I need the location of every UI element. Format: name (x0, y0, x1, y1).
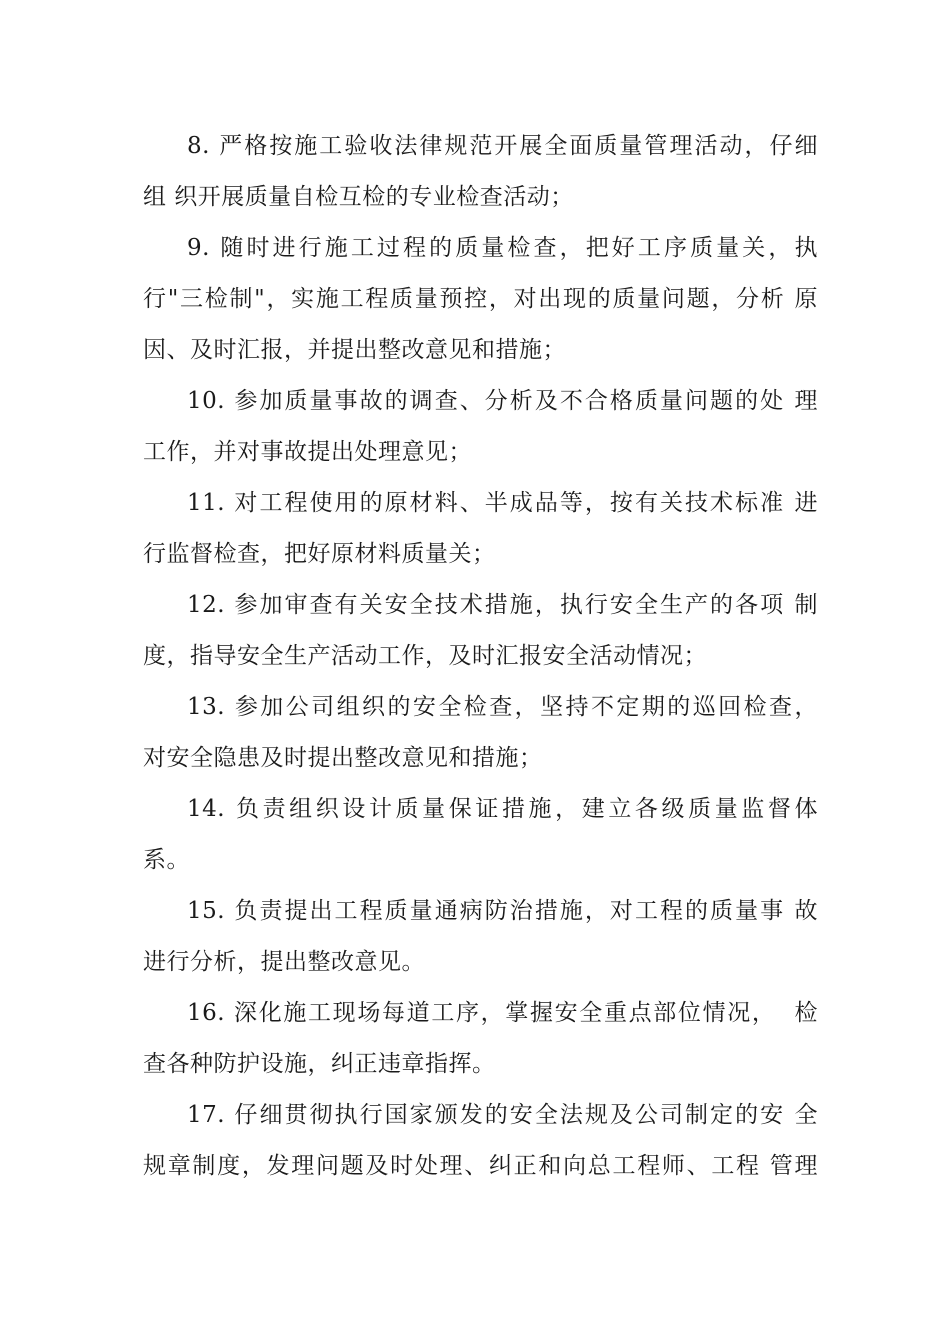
paragraph-line: 行"三检制"，实施工程质量预控，对出现的质量问题，分析 原 (143, 286, 818, 312)
paragraph-line: 14. 负责组织设计质量保证措施，建立各级质量监督体 (187, 796, 818, 822)
paragraph-line: 13. 参加公司组织的安全检查，坚持不定期的巡回检查， (187, 694, 818, 720)
paragraph-line: 15. 负责提出工程质量通病防治措施，对工程的质量事 故 (187, 898, 818, 924)
paragraph-line: 16. 深化施工现场每道工序，掌握安全重点部位情况， 检 (187, 1000, 818, 1026)
paragraph-item-13 (143, 682, 818, 784)
paragraph-item-10 (143, 376, 818, 478)
paragraph-line: 11. 对工程使用的原材料、半成品等，按有关技术标准 进 (187, 490, 818, 516)
paragraph-line: 17. 仔细贯彻执行国家颁发的安全法规及公司制定的安 全 (187, 1102, 818, 1128)
paragraph-item-15 (143, 886, 818, 988)
paragraph-line: 系。 (143, 847, 190, 873)
paragraph-item-8 (143, 121, 818, 223)
paragraph-line: 组 织开展质量自检互检的专业检查活动； (143, 184, 574, 210)
paragraph-line: 工作，并对事故提出处理意见； (143, 439, 472, 465)
paragraph-line: 10. 参加质量事故的调查、分析及不合格质量问题的处 理 (187, 388, 818, 414)
paragraph-line: 规章制度，发理问题及时处理、纠正和向总工程师、工程 管理 (143, 1153, 818, 1179)
paragraph-line: 进行分析，提出整改意见。 (143, 949, 425, 975)
paragraph-line: 9. 随时进行施工过程的质量检查，把好工序质量关，执 (187, 235, 818, 261)
paragraph-item-11 (143, 478, 818, 580)
paragraph-line: 行监督检查，把好原材料质量关； (143, 541, 496, 567)
paragraph-item-17 (143, 1090, 818, 1192)
paragraph-line: 度，指导安全生产活动工作，及时汇报安全活动情况； (143, 643, 707, 669)
paragraph-line: 因、及时汇报，并提出整改意见和措施； (143, 337, 566, 363)
paragraph-item-12 (143, 580, 818, 682)
paragraph-item-16 (143, 988, 818, 1090)
paragraph-line: 8. 严格按施工验收法律规范开展全面质量管理活动，仔细 (187, 133, 818, 159)
paragraph-line: 12. 参加审查有关安全技术措施，执行安全生产的各项 制 (187, 592, 818, 618)
paragraph-line: 对安全隐患及时提出整改意见和措施； (143, 745, 543, 771)
paragraph-line: 查各种防护设施，纠正违章指挥。 (143, 1051, 496, 1077)
paragraph-item-9 (143, 223, 818, 376)
document-body (143, 121, 818, 1192)
paragraph-item-14 (143, 784, 818, 886)
